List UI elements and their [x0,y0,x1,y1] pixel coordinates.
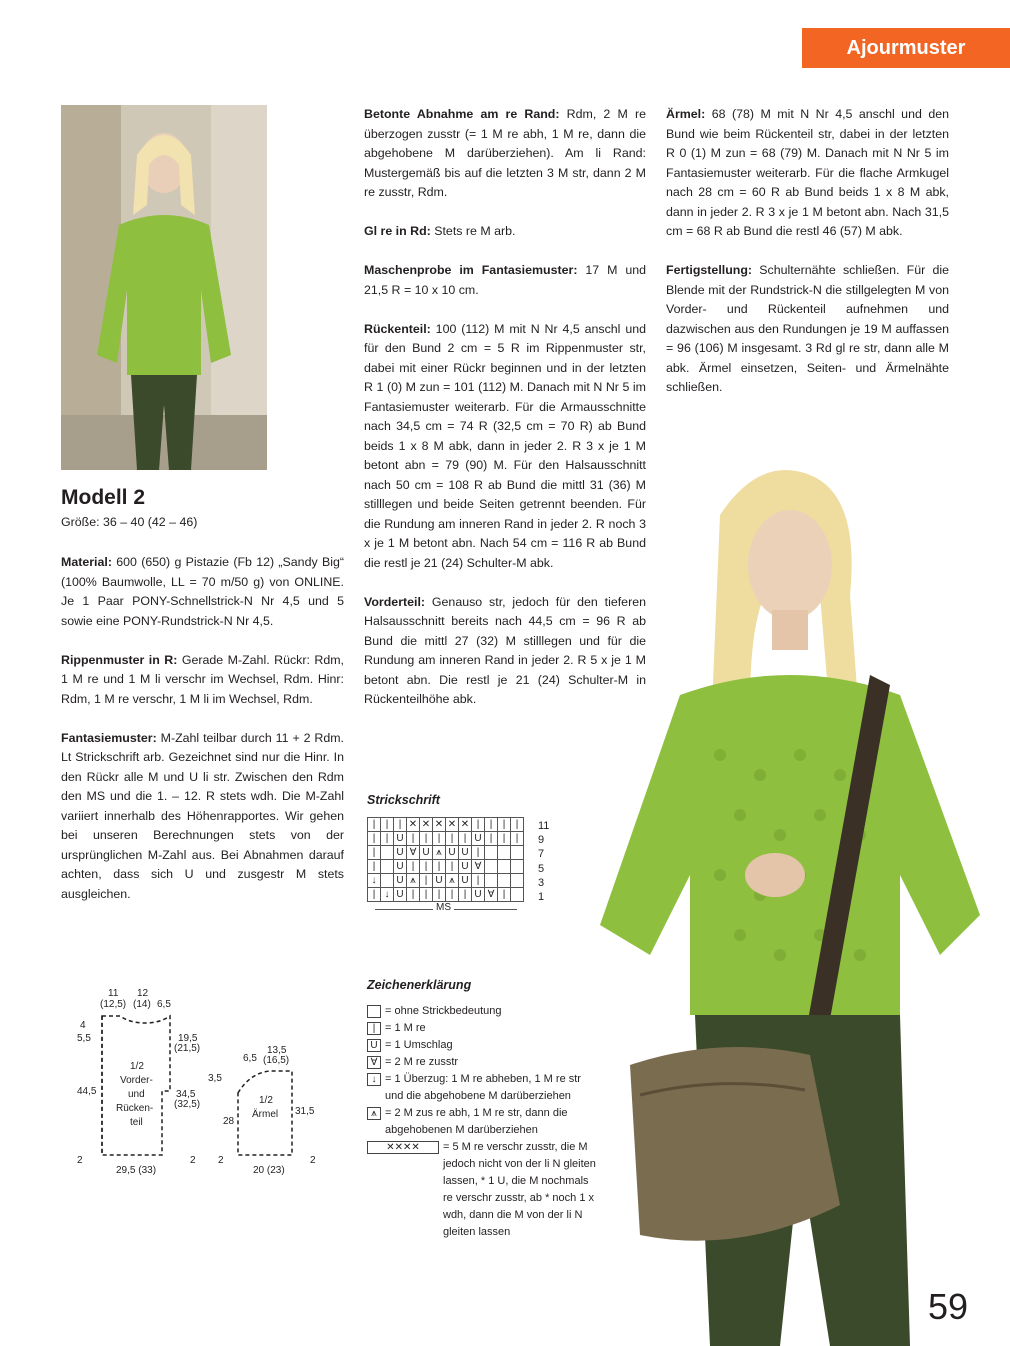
chart-cell: | [420,874,433,888]
legend-text: = 1 M re [385,1022,426,1034]
chart-cell: U [472,888,485,902]
chart-cell: ⩚ [433,846,446,860]
schematic-back-label-1: 1/2 [130,1061,144,1072]
chart-cell [511,888,524,902]
chart-cell: U [433,874,446,888]
legend-symbol: ↓ [367,1073,381,1086]
chart-cell: ✕ [459,818,472,832]
chart-cell [381,860,394,874]
chart-cell: | [511,818,524,832]
chart-cell: | [498,888,511,902]
legend-text: = 1 Umschlag [385,1039,453,1051]
legend-symbol: ✕✕✕✕ [367,1141,439,1154]
chart-cell: | [433,888,446,902]
chart-cell: | [368,832,381,846]
chart-cell [511,846,524,860]
schematic-sleeve-left-b: 28 [223,1116,235,1127]
chart-cell: | [433,832,446,846]
schematic-back-right-a: 19,5 [178,1033,198,1044]
legend-item [367,1105,597,1139]
chart-cell: ↓ [368,874,381,888]
chart-cell: ⩚ [446,874,459,888]
chart-cell: U [446,846,459,860]
schematic-sleeve-right-b: 2 [310,1155,316,1166]
paragraph-material: Material: 600 (650) g Pistazie (Fb 12) „Sandy Big“ (100% Baumwolle, LL = 70 m/50 g) von ONLINE. Je 1 Paar PONY-Schnellstrick-N Nr 4,5 und 5 sowie eine PONY-Rundstrick-N Nr 4,5. [61,555,344,628]
chart-cell [511,860,524,874]
chart-cell [511,874,524,888]
paragraph-rueckenteil: Rückenteil: 100 (112) M mit N Nr 4,5 anschl und für den Bund 2 cm = 5 R im Rippenmuster str, dabei mit einer Rückr beginnen und in der letzten R 1 (0) M zun = 101 (112) M. Danach mit N Nr 5 im Fantasiemuster weiterarb. Für die Armausschnitte nach 34,5 cm = 74 R (32,5 cm = 70 R) ab Bund beids 1 x 8 M abk, dann in jeder 2. R 3 x je 1 M betont abn = 79 (90) M. Für den Halsausschnitt nach 50 cm = 108 R ab Bund die mittl 31 (36) M stilllegen und beide Seiten getrennt beenden. Für die Rundung am inneren Rand in jeder 2. R noch 3 x je 1 M betont abn. Nach 54 cm = 116 R ab Bund die restl je 21 (24) Schulter-M abk. [364,321,646,570]
chart-cell [498,846,511,860]
chart-cell: | [511,832,524,846]
paragraph-fertigstellung: Fertigstellung: Schulternähte schließen. Für die Blende mit der Rundstrick-N die stillgelegten M von Vorder- und Rückenteil aufnehmen und dazwischen aus den Rundungen je 19 M auffassen = 96 (106) M insgesamt. 3 Rd gl re str, dann alle M abk. Ärmel einsetzen, Seiten- und Ärmelnähte schließen. [666,263,949,394]
legend-symbol: ∀ [367,1056,381,1069]
legend-symbol [367,1005,381,1018]
legend-text: = 2 M zus re abh, 1 M re str, dann die abgehobenen M darüberziehen [385,1107,568,1136]
legend-item [367,1003,597,1020]
chart-cell: | [368,846,381,860]
chart-cell: | [446,860,459,874]
chart-row [368,832,524,846]
chart-row [368,888,524,902]
chart-cell: ✕ [433,818,446,832]
chart-cell: ∀ [407,846,420,860]
chart-cell: ↓ [381,888,394,902]
schematic-sleeve-bottom: 20 (23) [253,1165,285,1176]
middle-column [364,105,646,729]
chart-cell [485,846,498,860]
schematic-back-top-2b: (14) [133,999,151,1010]
chart-grid [367,817,524,902]
model-title: Modell 2 [61,486,146,509]
legend-text: = ohne Strickbedeutung [385,1005,502,1017]
schematic-back-right-bb: (32,5) [174,1099,201,1110]
right-column [666,105,949,417]
chart-cell: U [459,846,472,860]
chart-cell: U [472,832,485,846]
chart-ms-marker [367,902,525,918]
chart-row-number: 5 [538,862,545,875]
chart-cell [498,874,511,888]
legend-item [367,1071,597,1105]
chart-cell: ✕ [420,818,433,832]
chart-cell: | [368,888,381,902]
chart-cell: | [485,832,498,846]
chart-cell: U [394,832,407,846]
legend-item [367,1139,597,1241]
chart-cell: ✕ [446,818,459,832]
chart-cell: | [368,818,381,832]
chart-cell [381,846,394,860]
chart-cell: | [446,832,459,846]
chart-cell: | [394,818,407,832]
chart-row-number: 7 [538,848,545,861]
section-badge: Ajourmuster [802,28,1010,68]
chart-cell: ∀ [472,860,485,874]
chart-cell: | [407,832,420,846]
model-photo-illustration [61,105,267,470]
knitting-chart [367,817,525,918]
legend-symbol: ⩚ [367,1107,381,1120]
page-number: 59 [928,1286,969,1327]
model-photo-small [61,105,267,470]
schematic-sleeve-left-a: 3,5 [208,1073,222,1084]
chart-cell: | [485,818,498,832]
schematic-sleeve-left-c: 2 [218,1155,224,1166]
chart-cell: | [420,888,433,902]
schematic-back-label-5: teil [130,1117,143,1128]
chart-cell [498,860,511,874]
schematic-back-label-2: Vorder- [120,1075,153,1086]
legend-symbol: U [367,1039,381,1052]
size-line: Größe: 36 – 40 (42 – 46) [61,515,198,529]
chart-cell: | [381,832,394,846]
chart-cell: | [407,860,420,874]
chart-cell: | [368,860,381,874]
legend-item [367,1020,597,1037]
legend-item [367,1037,597,1054]
chart-cell: | [472,818,485,832]
schematic-back-left-b: 5,5 [77,1033,91,1044]
chart-cell: | [420,860,433,874]
schematic-back-label-4: Rücken- [116,1103,154,1114]
chart-cell: ✕ [407,818,420,832]
chart-cell: | [459,832,472,846]
chart-cell: ∀ [485,888,498,902]
schematic-back-top-1: 11 [108,988,119,999]
chart-row [368,846,524,860]
paragraph-maschenprobe: Maschenprobe im Fantasiemuster: 17 M und 21,5 R = 10 x 10 cm. [364,263,647,297]
chart-row-number: 11 [538,820,550,832]
chart-cell: | [433,860,446,874]
chart-cell: | [420,832,433,846]
chart-cell: U [394,874,407,888]
legend-heading: Zeichenerklärung [367,978,472,992]
legend-text: = 1 Überzug: 1 M re abheben, 1 M re str und die abgehobene M darüberziehen [385,1073,581,1102]
schematic-back-right-b: 34,5 [176,1089,196,1100]
paragraph-vorderteil: Vorderteil: Genauso str, jedoch für den tieferen Halsausschnitt bereits nach 44,5 cm = 96 R ab Bund die mittl 27 (32) M stilllegen und für die Rundung am inneren Rand in jeder 2. R 5 x je 1 M betont abn. Die restl je 21 (24) Schulter-M in Rückenteilhöhe abk. [364,594,646,706]
schematic-sleeve-top-b: 13,5 [267,1045,287,1056]
schematic-back-label-3: und [128,1089,145,1100]
chart-row-numbers [538,819,549,904]
chart-cell: U [394,888,407,902]
legend-item [367,1054,597,1071]
garment-schematic [70,983,340,1183]
legend-symbol: | [367,1022,381,1035]
legend-text: = 5 M re verschr zusstr, die M jedoch nicht von der li N gleiten lassen, * 1 U, die M nochmals re verschr zusstr, ab * noch 1 x wdh, dann die M von der li N gleiten lassen [443,1141,596,1238]
chart-row [368,874,524,888]
schematic-sleeve-label-1: 1/2 [259,1095,273,1106]
left-column [61,553,344,924]
paragraph-rippenmuster: Rippenmuster in R: Gerade M-Zahl. Rückr: Rdm, 1 M re und 1 M li verschr im Wechsel, Rdm. Hinr: Rdm, 1 M re verschr, 1 M li im Wechsel, Rdm. [61,652,344,706]
chart-heading: Strickschrift [367,793,440,807]
schematic-back-left-d: 2 [77,1155,83,1166]
model-photo-large-illustration [600,455,995,1346]
legend-text: = 2 M re zusstr [385,1056,459,1068]
chart-cell [485,860,498,874]
chart-cell [381,874,394,888]
chart-cell: U [459,860,472,874]
chart-cell: | [381,818,394,832]
paragraph-betonte-abnahme: Betonte Abnahme am re Rand: Rdm, 2 M re überzogen zusstr (= 1 M re abh, 1 M re, dann die abgehobene M darüberziehen). Am li Rand: Mustergemäß bis auf die letzten 3 M str, dann 2 M re zusstr, Rdm. [364,107,646,199]
schematic-back-bottom: 29,5 (33) [116,1165,157,1176]
chart-cell: U [394,846,407,860]
paragraph-fantasiemuster: Fantasiemuster: M-Zahl teilbar durch 11 + 2 Rdm. Lt Strickschrift arb. Gezeichnet sind nur die Hinr. In den Rückr alle M und U li str. Zwischen den Rdm den MS und die 1. – 12. R stets wdh. Die M-Zahl variiert innerhalb des Höhenrapportes. Wir gehen bei unseren Berechnungen stets von der ursprünglichen M-Zahl aus. Bei Abnahmen darauf achten, dass sich U und zusgestr M stets ausgleichen. [61,730,344,901]
schematic-back-left-a: 4 [80,1020,86,1031]
chart-cell: | [446,888,459,902]
chart-cell: | [498,818,511,832]
chart-row-number: 9 [538,834,545,847]
chart-cell: ⩚ [407,874,420,888]
chart-cell: | [498,832,511,846]
chart-cell: U [459,874,472,888]
schematic-back-left-c: 44,5 [77,1086,97,1097]
chart-row-number: 1 [538,891,545,904]
model-photo-large [600,455,995,1346]
schematic-back-top-3: 6,5 [157,999,171,1010]
schematic-sleeve-right-a: 31,5 [295,1106,315,1117]
paragraph-aermel: Ärmel: 68 (78) M mit N Nr 4,5 anschl und den Bund wie beim Rückenteil str, dabei in der letzten R 0 (1) M zun = 68 (79) M. Danach mit N Nr 5 im Fantasiemuster weiterarb. Für die flache Armkugel nach 28 cm = 60 R ab Bund beids 1 x 8 M abk, dann in jeder 2. R 3 x je 1 M betont abn. Nach 31,5 cm = 68 R ab Bund die restl 46 (57) M abk. [666,107,949,238]
chart-cell: U [420,846,433,860]
chart-ms-label: MS [433,902,454,913]
chart-cell: | [407,888,420,902]
chart-cell: U [394,860,407,874]
schematic-sleeve-top-bb: (16,5) [263,1055,290,1066]
chart-cell: | [459,888,472,902]
chart-row-number: 3 [538,876,545,889]
chart-cell [485,874,498,888]
chart-cell: | [472,874,485,888]
legend [367,1003,597,1241]
chart-row [368,818,524,832]
paragraph-gl-re: Gl re in Rd: Stets re M arb. [364,224,516,238]
schematic-back-right-ab: (21,5) [174,1043,201,1054]
schematic-back-right-c: 2 [190,1155,196,1166]
schematic-back-top-1b: (12,5) [100,999,127,1010]
schematic-back-top-2: 12 [137,988,149,999]
chart-row [368,860,524,874]
chart-cell: | [472,846,485,860]
schematic-sleeve-top-a: 6,5 [243,1053,257,1064]
schematic-sleeve-label-2: Ärmel [252,1109,279,1120]
